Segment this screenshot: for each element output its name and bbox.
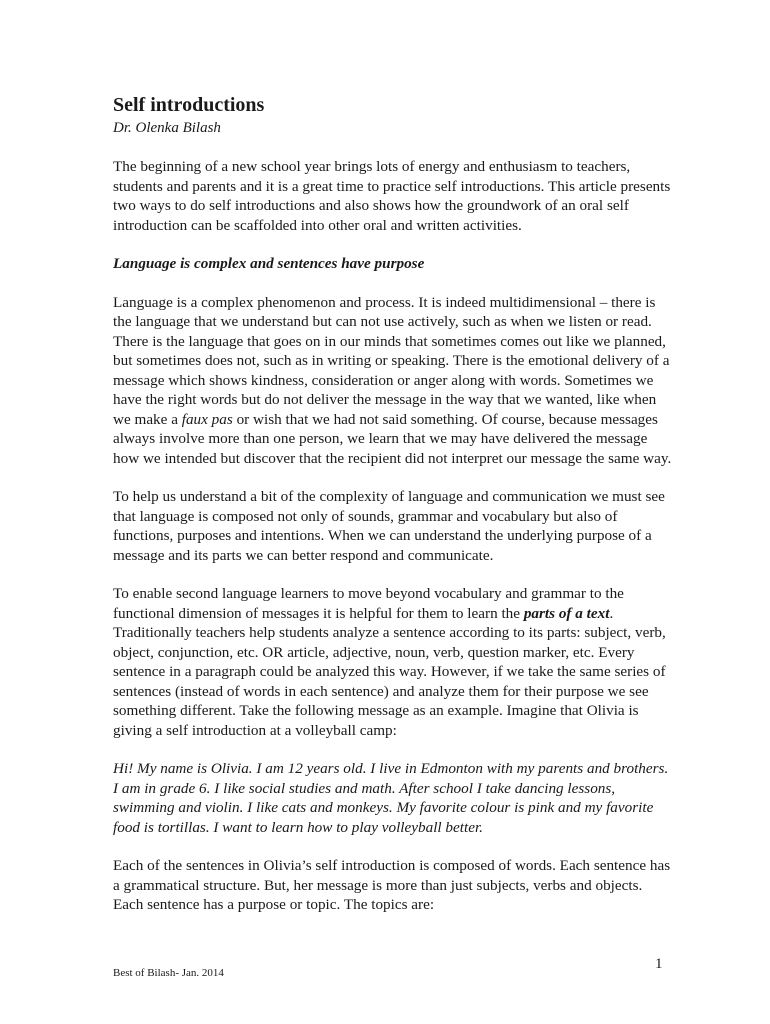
paragraph-parts-of-text	[113, 584, 673, 740]
paragraph-language-complex	[113, 293, 673, 469]
author-name: Dr. Olenka Bilash	[113, 120, 221, 136]
parts-of-text-emphasis: parts of a text	[523, 604, 610, 622]
paragraph-text: To enable second language learners to move beyond vocabulary and grammar to the functional dimension of messages it is helpful for them to learn the	[113, 585, 624, 622]
paragraph-topics: Each of the sentences in Olivia’s self introduction is composed of words. Each sentence has a grammatical structure. But, her message is more than just subjects, verbs and objects. Each sentence has a purpose or topic. The topics are:	[113, 857, 671, 913]
document-body	[113, 92, 673, 915]
paragraph-text: Language is a complex phenomenon and process. It is indeed multidimensional – there is the language that we understand but can not use actively, such as when we listen or read. There is the language that goes on in our minds that sometimes comes out like we planned, but sometimes does not, such as in writing or speaking. There is the emotional delivery of a message which shows kindness, consideration or anger along with words. Sometimes we have the right words but do not deliver the message in the way that we wanted, like when we make a	[113, 293, 670, 428]
paragraph-text: . Traditionally teachers help students analyze a sentence according to its parts: subject, verb, object, conjunction, etc. OR article, adjective, noun, verb, question marker, etc. Every sentence in a paragraph could be analyzed this way. However, if we take the same series of sentences (instead of words in each sentence) and analyze them for their purpose we see something different. Take the following message as an example. Imagine that Olivia is giving a self introduction at a volleyball camp:	[113, 604, 666, 739]
faux-pas-emphasis: faux pas	[181, 410, 233, 428]
footer-source: Best of Bilash- Jan. 2014	[113, 967, 224, 979]
paragraph-text: or wish that we had not said something. Of course, because messages always involve more than one person, we learn that we may have delivered the message how we intended but discover that the recipient did not interpret our message the same way.	[113, 410, 672, 467]
intro-paragraph: The beginning of a new school year brings lots of energy and enthusiasm to teachers, students and parents and it is a great time to practice self introductions. This article presents two ways to do self introductions and also shows how the groundwork of an oral self introduction can be scaffolded into other oral and written activities.	[113, 158, 671, 234]
paragraph-understanding: To help us understand a bit of the complexity of language and communication we must see that language is composed not only of sounds, grammar and vocabulary but also of functions, purposes and intentions. When we can understand the underlying purpose of a message and its parts we can better respond and communicate.	[113, 488, 665, 564]
document-title: Self introductions	[113, 94, 265, 116]
section-heading: Language is complex and sentences have purpose	[113, 255, 425, 272]
example-introduction: Hi! My name is Olivia. I am 12 years old. I live in Edmonton with my parents and brothers. I am in grade 6. I like social studies and math. After school I take dancing lessons, swimming and violin. I like cats and monkeys. My favorite colour is pink and my favorite food is tortillas. I want to learn how to play volleyball better.	[113, 760, 669, 836]
page-number: 1	[655, 956, 663, 972]
